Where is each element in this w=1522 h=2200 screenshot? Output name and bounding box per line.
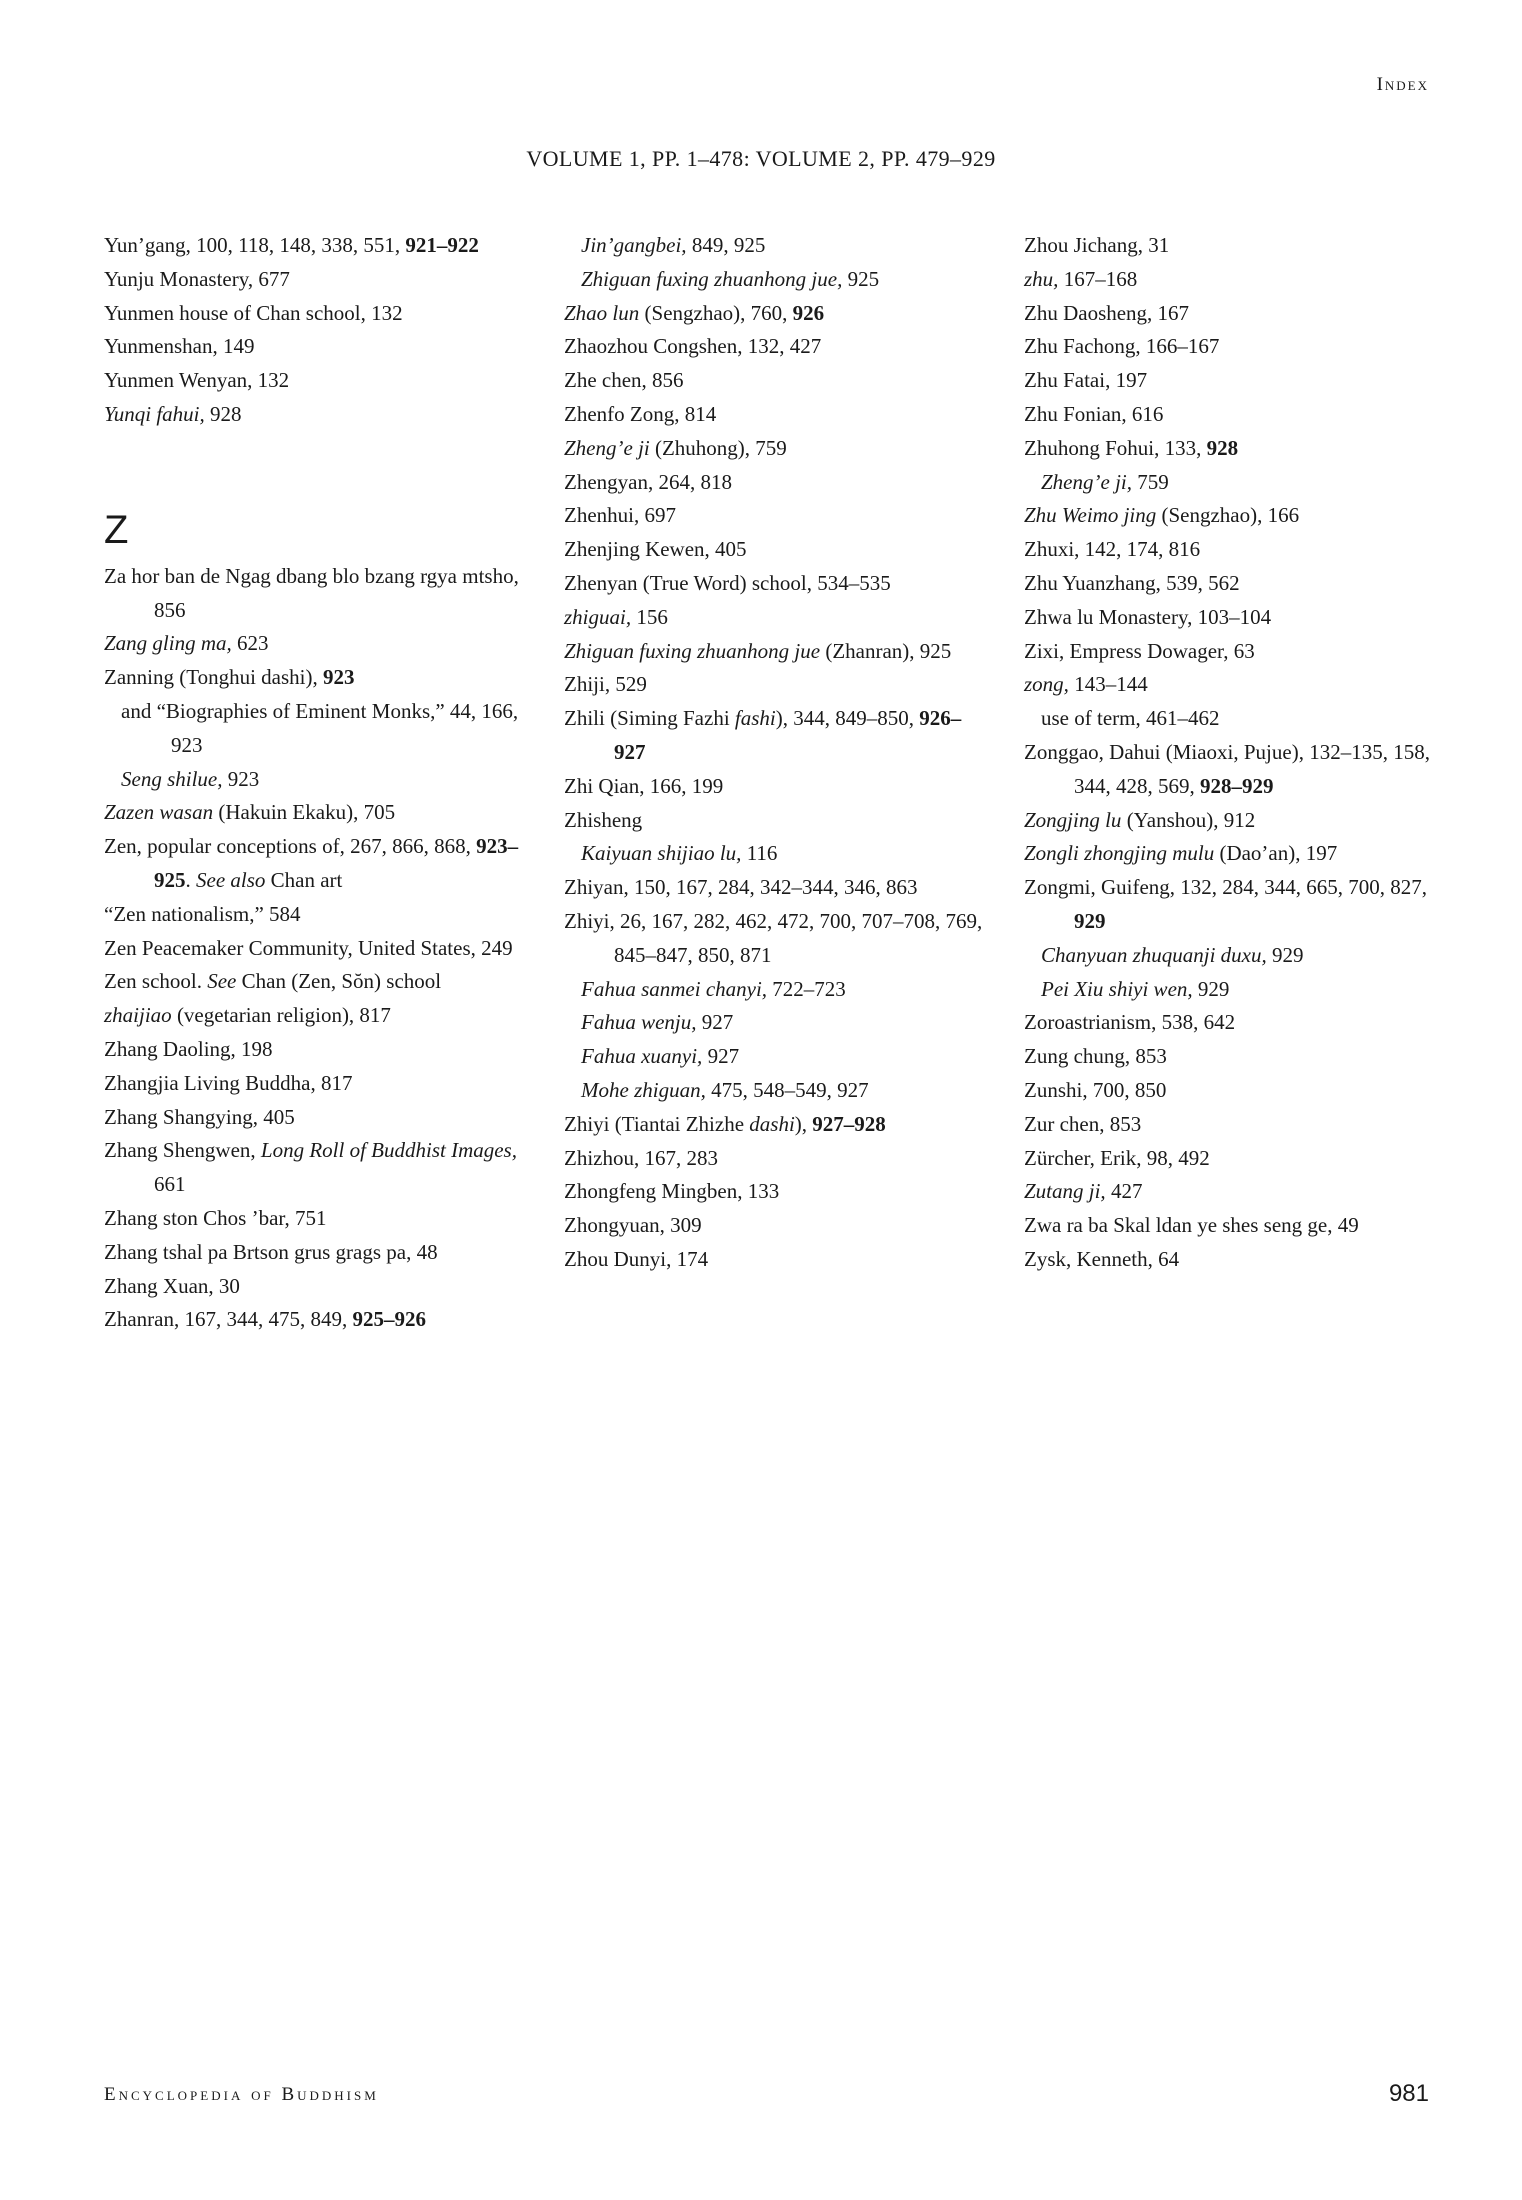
index-entry <box>104 1033 524 1067</box>
index-entry <box>1024 668 1444 702</box>
index-entry <box>104 796 524 830</box>
entry-text: Zen Peacemaker Community, United States, 249 <box>104 935 513 960</box>
index-entry <box>564 770 984 804</box>
index-entry <box>104 398 524 432</box>
entry-text: Zhenjing Kewen, 405 <box>564 537 747 562</box>
entry-text: Zhongyuan, 309 <box>564 1213 702 1238</box>
index-entry <box>1024 1142 1444 1176</box>
index-entry <box>104 1236 524 1270</box>
entry-text: Zhwa lu Monastery, 103–104 <box>1024 604 1272 629</box>
italic-title: Seng shilue, <box>121 766 223 791</box>
index-entry <box>564 432 984 466</box>
index-subentry <box>564 1040 984 1074</box>
index-entry <box>104 661 524 695</box>
index-entry <box>104 627 524 661</box>
section-letter: Z <box>104 507 129 552</box>
index-entry <box>1024 567 1444 601</box>
italic-title: Zongli zhongjing mulu <box>1024 841 1215 866</box>
index-entry <box>564 871 984 905</box>
index-entry <box>104 1202 524 1236</box>
italic-title: zong, <box>1024 672 1069 697</box>
index-column-1 <box>104 229 524 1337</box>
index-entry <box>1024 263 1444 297</box>
index-entry <box>1024 1175 1444 1209</box>
entry-text: 143–144 <box>1068 672 1148 697</box>
italic-title: See also <box>196 867 266 892</box>
entry-text: 427 <box>1105 1179 1143 1204</box>
entry-text: Zongmi, Guifeng, 132, 284, 344, 665, 700, 827, <box>1024 875 1428 900</box>
entry-text: Zhiyan, 150, 167, 284, 342–344, 346, 863 <box>564 875 918 900</box>
entry-text: 928 <box>204 401 242 426</box>
entry-text: Zhuxi, 142, 174, 816 <box>1024 537 1201 562</box>
entry-text: “Zen nationalism,” 584 <box>104 901 301 926</box>
entry-text: Zhizhou, 167, 283 <box>564 1145 718 1170</box>
entry-text: Zhu Fonian, 616 <box>1024 401 1164 426</box>
entry-text: Chan (Zen, Sŏn) school <box>236 969 442 994</box>
entry-text: 167–168 <box>1058 266 1138 291</box>
entry-text: Zhiji, 529 <box>564 672 647 697</box>
entry-text: Zixi, Empress Dowager, 63 <box>1024 638 1255 663</box>
index-subentry <box>564 837 984 871</box>
index-entry <box>564 1142 984 1176</box>
entry-text: Zung chung, 853 <box>1024 1044 1167 1069</box>
index-entry <box>1024 1243 1444 1277</box>
entry-text: 849, 925 <box>686 233 766 257</box>
index-subentry <box>1024 939 1444 973</box>
entry-text: Zhongfeng Mingben, 133 <box>564 1179 780 1204</box>
entry-text: 116 <box>741 841 778 866</box>
entry-text: (Sengzhao), 166 <box>1156 503 1300 528</box>
entry-text: Zhanran, 167, 344, 475, 849, <box>104 1307 353 1332</box>
entry-text: Zhe chen, 856 <box>564 368 684 393</box>
entry-text: Yunmen house of Chan school, 132 <box>104 300 403 325</box>
entry-text: (Hakuin Ekaku), 705 <box>213 800 396 825</box>
index-entry <box>104 297 524 331</box>
italic-title: Zheng’e ji <box>564 435 650 460</box>
entry-text: Zur chen, 853 <box>1024 1111 1142 1136</box>
index-entry <box>104 1270 524 1304</box>
index-entry <box>104 1303 524 1337</box>
index-entry <box>564 635 984 669</box>
entry-text: Zhi Qian, 166, 199 <box>564 773 724 798</box>
page-number: 981 <box>1388 2080 1429 2107</box>
index-entry <box>104 229 524 263</box>
index-entry <box>564 330 984 364</box>
main-page-ref: 923 <box>323 665 355 690</box>
section-spacer <box>104 432 524 502</box>
footer-book-title: Encyclopedia of Buddhism <box>104 2084 379 2105</box>
entry-text: (Zhanran), 925 <box>820 638 952 663</box>
italic-title: Jin’gangbei, <box>581 233 687 257</box>
entry-text: 927 <box>702 1044 740 1069</box>
index-entry <box>1024 398 1444 432</box>
index-entry <box>1024 499 1444 533</box>
index-entry <box>1024 871 1444 939</box>
entry-text: Zhiyi (Tiantai Zhizhe <box>564 1111 750 1136</box>
index-entry <box>564 533 984 567</box>
entry-text: 661 <box>154 1172 186 1197</box>
entry-text: Zhou Dunyi, 174 <box>564 1246 709 1271</box>
main-page-ref: 928–929 <box>1200 773 1274 798</box>
entry-text: (Sengzhao), 760, <box>639 300 793 325</box>
index-entry <box>1024 1108 1444 1142</box>
index-entry <box>1024 330 1444 364</box>
index-entry <box>564 804 984 838</box>
index-subentry <box>564 263 984 297</box>
index-entry <box>564 1175 984 1209</box>
entry-text: Zhuhong Fohui, 133, <box>1024 435 1207 460</box>
italic-title: dashi <box>749 1111 795 1136</box>
entry-text: 929 <box>1192 976 1230 1001</box>
main-page-ref: 928 <box>1206 435 1239 460</box>
entry-text: Zhenhui, 697 <box>564 503 676 528</box>
index-entry <box>104 898 524 932</box>
entry-text: Zhaozhou Congshen, 132, 427 <box>564 334 822 359</box>
italic-title: Zheng’e ji, <box>1041 469 1132 494</box>
index-entry <box>1024 736 1444 804</box>
index-subentry <box>564 1006 984 1040</box>
index-subentry <box>1024 702 1444 736</box>
italic-title: Zongjing lu <box>1024 807 1122 832</box>
entry-text: ), <box>794 1111 813 1136</box>
index-entry <box>104 965 524 999</box>
italic-title: Zhu Weimo jing <box>1024 503 1157 528</box>
index-entry <box>104 263 524 297</box>
italic-title: Mohe zhiguan, <box>581 1077 706 1102</box>
entry-text: Zhang ston Chos ’bar, 751 <box>104 1205 327 1230</box>
main-page-ref: 929 <box>1074 908 1106 933</box>
index-entry <box>1024 1006 1444 1040</box>
entry-text: Zhengyan, 264, 818 <box>564 469 732 494</box>
entry-text: Yunju Monastery, 677 <box>104 266 290 291</box>
index-entry <box>564 1209 984 1243</box>
index-entry <box>104 1101 524 1135</box>
italic-title: zhiguai, <box>564 604 632 629</box>
entry-text: (Yanshou), 912 <box>1121 807 1256 832</box>
index-subentry <box>104 763 524 797</box>
index-entry <box>564 364 984 398</box>
index-entry <box>104 830 524 898</box>
index-entry <box>104 1134 524 1202</box>
entry-text: Zhiyi, 26, 167, 282, 462, 472, 700, 707–708, 769, 845–847, 850, 871 <box>564 908 983 967</box>
entry-text: Zhenfo Zong, 814 <box>564 401 717 426</box>
index-entry <box>564 297 984 331</box>
entry-text: Zysk, Kenneth, 64 <box>1024 1246 1180 1271</box>
italic-title: Kaiyuan shijiao lu, <box>581 841 742 866</box>
entry-text: Yunmenshan, 149 <box>104 334 255 359</box>
italic-title: Zutang ji, <box>1024 1179 1106 1204</box>
index-entry <box>1024 601 1444 635</box>
index-subentry <box>104 695 524 763</box>
entry-text: Zonggao, Dahui (Miaoxi, Pujue), 132–135, 158, 344, 428, 569, <box>1024 739 1430 798</box>
index-subentry <box>1024 466 1444 500</box>
index-entry <box>564 398 984 432</box>
entry-text: (Dao’an), 197 <box>1214 841 1338 866</box>
index-entry <box>104 1067 524 1101</box>
index-entry <box>104 560 524 628</box>
entry-text: and “Biographies of Eminent Monks,” 44, 166, 923 <box>121 698 519 757</box>
entry-text: Zhang tshal pa Brtson grus grags pa, 48 <box>104 1239 438 1264</box>
italic-title: Zhiguan fuxing zhuanhong jue, <box>581 266 843 291</box>
italic-title: zhu, <box>1024 266 1059 291</box>
italic-title: Pei Xiu shiyi wen, <box>1041 976 1193 1001</box>
italic-title: Zazen wasan <box>104 800 214 825</box>
index-entry <box>564 1243 984 1277</box>
entry-text: 759 <box>1131 469 1169 494</box>
index-entry <box>564 466 984 500</box>
main-page-ref: 926–927 <box>614 706 962 764</box>
index-entry <box>564 601 984 635</box>
index-entry <box>104 364 524 398</box>
index-column-3 <box>1024 229 1444 1277</box>
italic-title: Zhiguan fuxing zhuanhong jue <box>564 638 821 663</box>
italic-title: Fahua wenju, <box>581 1010 697 1035</box>
entry-text: (Zhuhong), 759 <box>649 435 787 460</box>
index-entry <box>1024 297 1444 331</box>
index-entry <box>1024 1209 1444 1243</box>
italic-title: Zang gling ma, <box>104 631 232 656</box>
entry-text: Zwa ra ba Skal ldan ye shes seng ge, 49 <box>1024 1213 1359 1238</box>
entry-text: Zhou Jichang, 31 <box>1024 233 1170 257</box>
entry-text: (vegetarian religion), 817 <box>171 1003 391 1028</box>
entry-text: 156 <box>631 604 668 629</box>
index-entry <box>564 702 984 770</box>
entry-text: Chan art <box>265 867 343 892</box>
entry-text: Zhang Shangying, 405 <box>104 1104 295 1129</box>
index-entry <box>1024 1040 1444 1074</box>
entry-text: 623 <box>231 631 269 656</box>
entry-text: Zoroastrianism, 538, 642 <box>1024 1010 1236 1035</box>
volume-page-range-note: VOLUME 1, PP. 1–478: VOLUME 2, PP. 479–929 <box>526 146 996 171</box>
index-entry <box>1024 533 1444 567</box>
index-subentry <box>564 973 984 1007</box>
main-page-ref: 921–922 <box>405 233 479 257</box>
index-subentry <box>564 229 984 263</box>
main-page-ref: 927–928 <box>812 1111 886 1136</box>
entry-text: 722–723 <box>767 976 846 1001</box>
main-page-ref: 925–926 <box>352 1307 426 1332</box>
index-entry <box>1024 804 1444 838</box>
entry-text: Zen, popular conceptions of, 267, 866, 868, <box>104 834 477 859</box>
italic-title: Yunqi fahui, <box>104 401 205 426</box>
entry-text: ), 344, 849–850, <box>775 706 920 731</box>
italic-title: Fahua sanmei chanyi, <box>581 976 768 1001</box>
entry-text: Zhu Yuanzhang, 539, 562 <box>1024 570 1240 595</box>
italic-title: See <box>207 969 237 994</box>
entry-text: 925 <box>842 266 880 291</box>
entry-text: Zunshi, 700, 850 <box>1024 1077 1167 1102</box>
index-entry <box>564 499 984 533</box>
italic-title: Long Roll of Buddhist Images, <box>260 1138 517 1163</box>
index-entry <box>564 905 984 973</box>
entry-text: Yunmen Wenyan, 132 <box>104 368 290 393</box>
main-page-ref: 926 <box>792 300 825 325</box>
entry-text: use of term, 461–462 <box>1041 706 1220 731</box>
index-entry <box>1024 364 1444 398</box>
entry-text: Zhang Shengwen, <box>104 1138 261 1163</box>
entry-text: Zhu Fatai, 197 <box>1024 368 1148 393</box>
entry-text: Zen school. <box>104 969 208 994</box>
italic-title: fashi <box>734 706 776 731</box>
index-entry <box>1024 1074 1444 1108</box>
entry-text: Zhangjia Living Buddha, 817 <box>104 1070 353 1095</box>
entry-text: Zanning (Tonghui dashi), <box>104 665 323 690</box>
entry-text: Zhu Fachong, 166–167 <box>1024 334 1220 359</box>
index-entry <box>1024 837 1444 871</box>
index-entry <box>104 999 524 1033</box>
entry-text: Yun’gang, 100, 118, 148, 338, 551, <box>104 233 406 257</box>
index-entry <box>104 932 524 966</box>
index-entry <box>1024 432 1444 466</box>
running-head: Index <box>1376 74 1429 95</box>
entry-text: . <box>185 867 196 892</box>
italic-title: Fahua xuanyi, <box>581 1044 703 1069</box>
italic-title: Zhao lun <box>564 300 640 325</box>
entry-text: Zürcher, Erik, 98, 492 <box>1024 1145 1210 1170</box>
entry-text: Zhisheng <box>564 807 643 832</box>
index-entry <box>564 1108 984 1142</box>
main-page-ref: 923–925 <box>154 834 519 892</box>
index-subentry <box>1024 973 1444 1007</box>
entry-text: Zhu Daosheng, 167 <box>1024 300 1190 325</box>
index-subentry <box>564 1074 984 1108</box>
entry-text: Zhang Xuan, 30 <box>104 1273 240 1298</box>
entry-text: 927 <box>696 1010 734 1035</box>
index-column-2 <box>564 229 984 1277</box>
index-entry <box>564 668 984 702</box>
italic-title: Chanyuan zhuquanji duxu, <box>1041 942 1267 967</box>
index-entry <box>564 567 984 601</box>
index-entry <box>104 330 524 364</box>
entry-text: Zhenyan (True Word) school, 534–535 <box>564 570 891 595</box>
entry-text: Zhili (Siming Fazhi <box>564 706 735 731</box>
entry-text: 929 <box>1266 942 1304 967</box>
entry-text: Zhang Daoling, 198 <box>104 1036 273 1061</box>
entry-text: 475, 548–549, 927 <box>705 1077 869 1102</box>
entry-text: 923 <box>222 766 260 791</box>
italic-title: zhaijiao <box>104 1003 172 1028</box>
index-entry <box>1024 635 1444 669</box>
index-entry <box>1024 229 1444 263</box>
entry-text: Za hor ban de Ngag dbang blo bzang rgya mtsho, 856 <box>104 563 519 622</box>
